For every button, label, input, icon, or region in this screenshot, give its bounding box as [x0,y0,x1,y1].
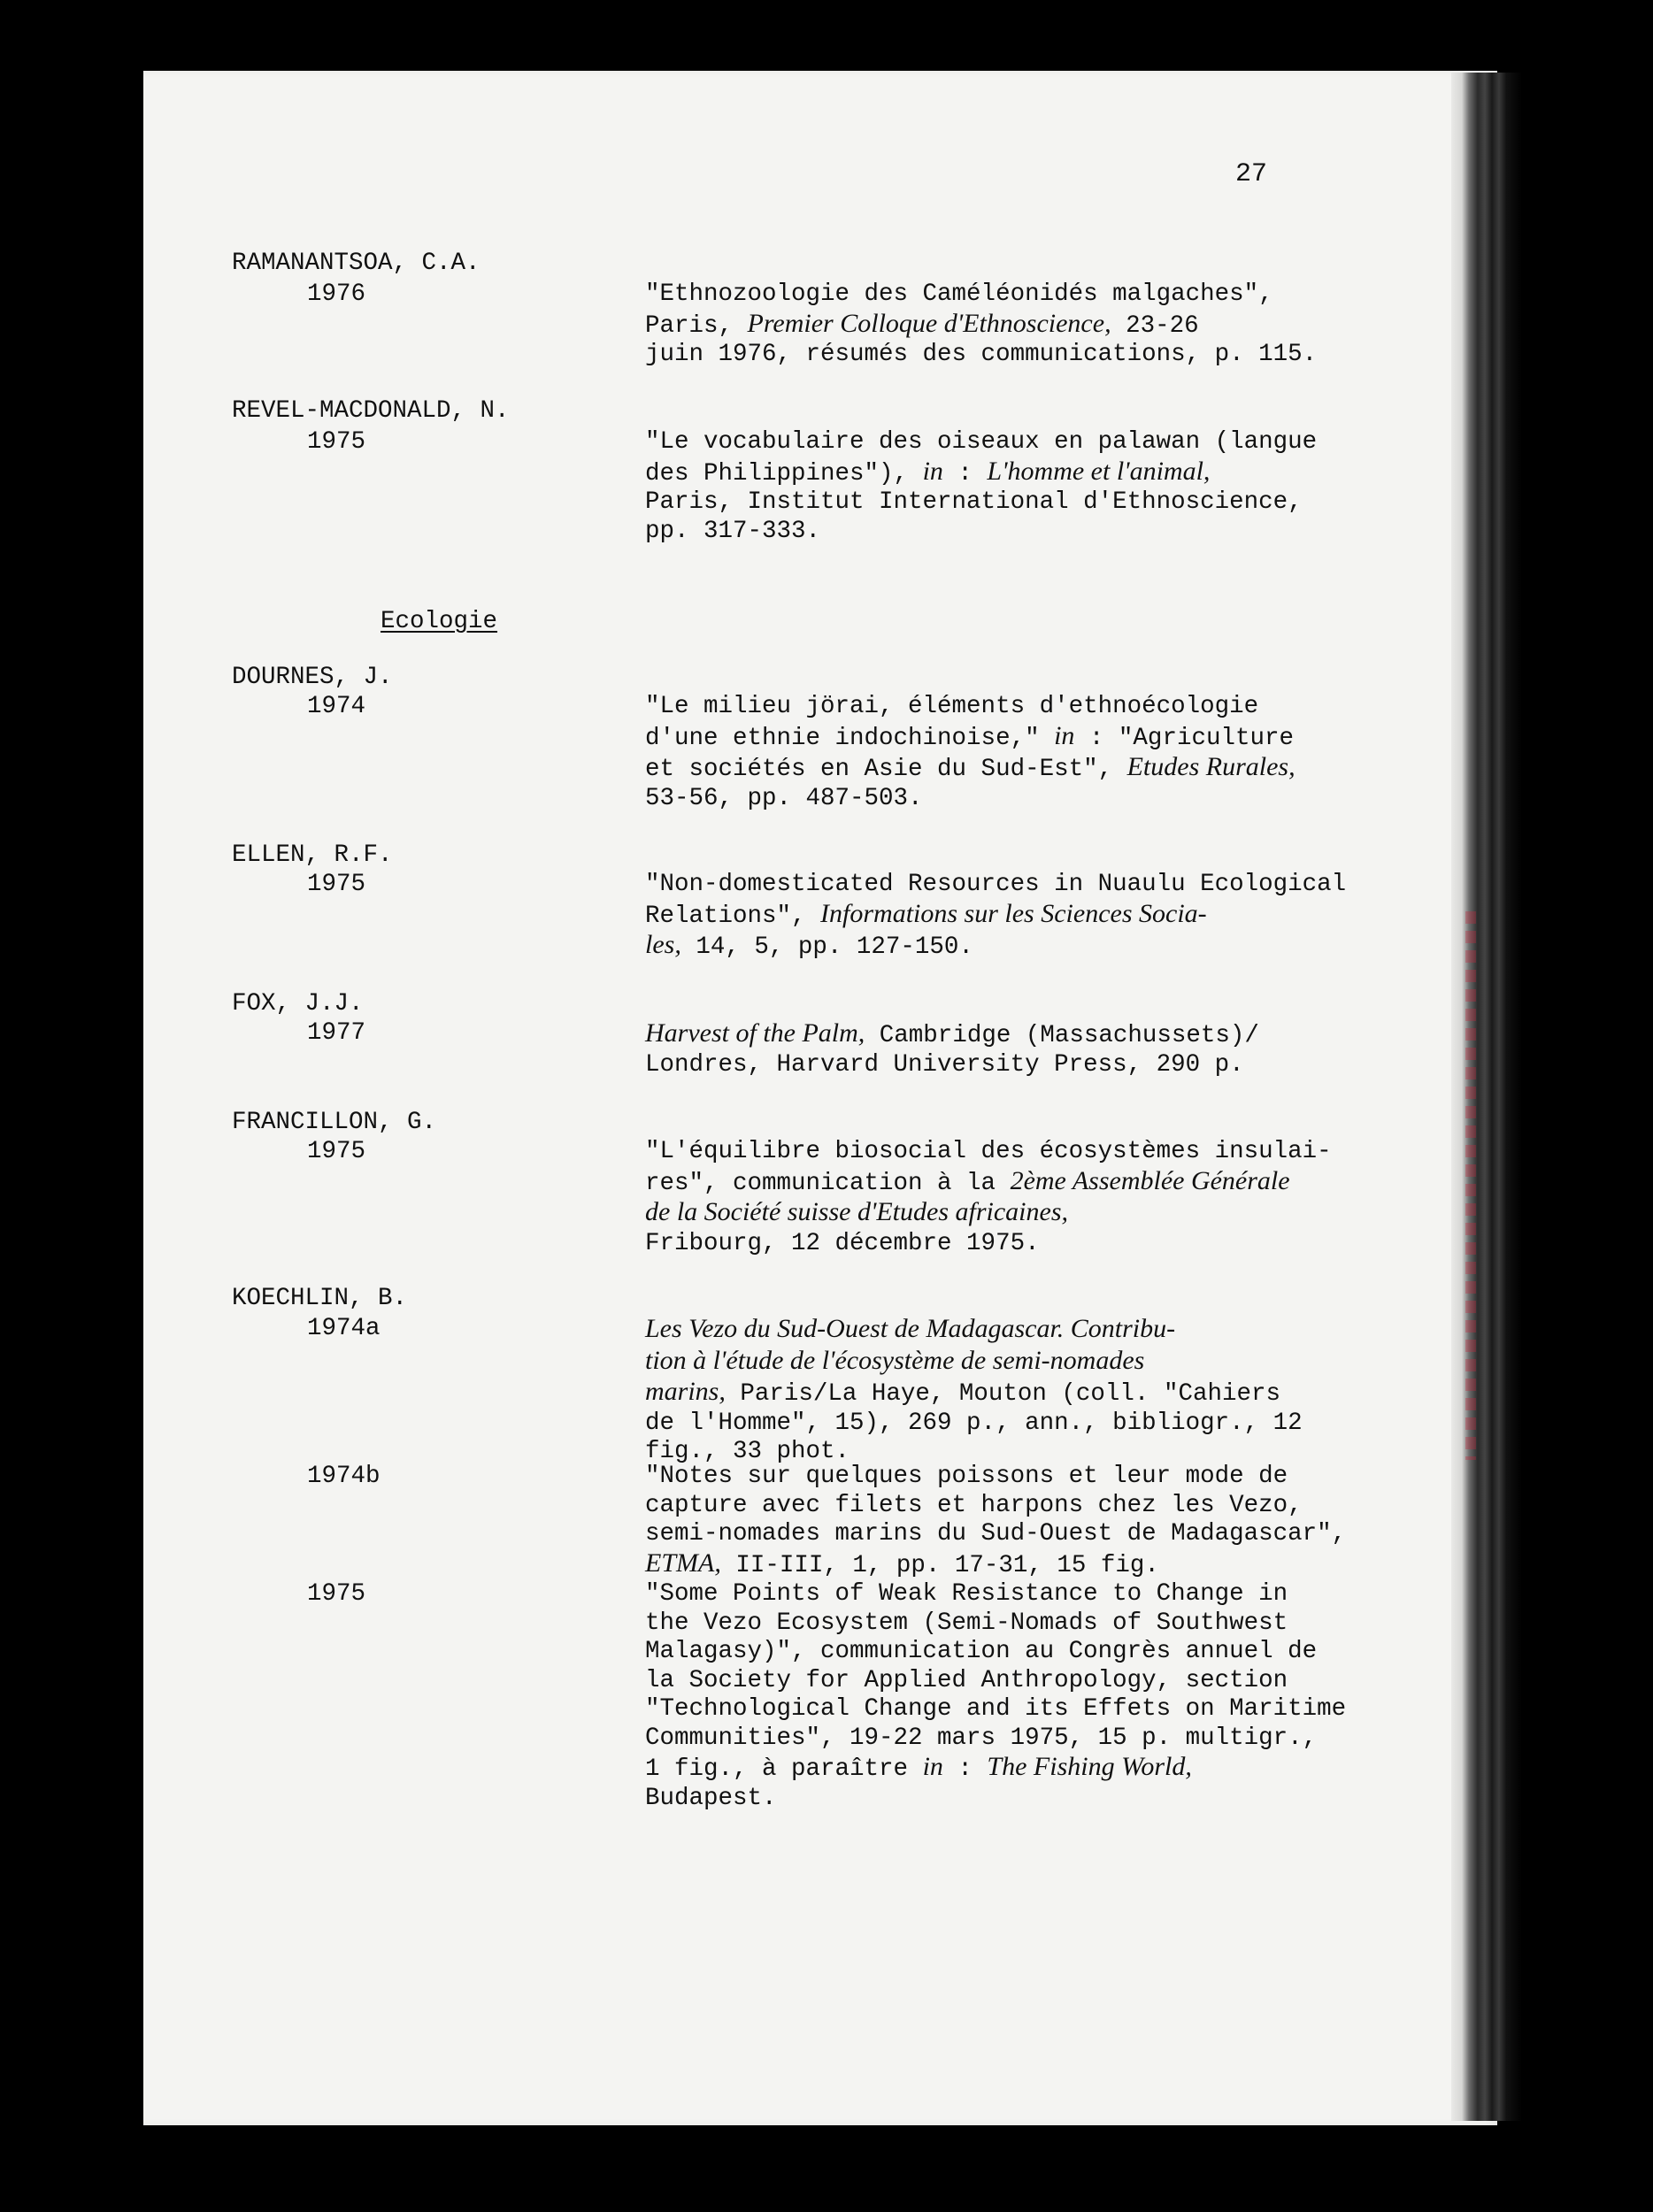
entry-citation [645,871,1346,963]
citation-line: 1 fig., à paraître in : The Fishing World, [645,1752,1192,1783]
citation-line: Harvest of the Palm, Cambridge (Massachussets)/ [645,1018,1259,1049]
citation-line: "Notes sur quelques poissons et leur mode de [645,1463,1288,1490]
page-number: 27 [1235,159,1268,189]
citation-line: Fribourg, 12 décembre 1975. [645,1229,1040,1257]
citation-line: "Le milieu jörai, éléments d'ethnoécologie [645,693,1259,720]
citation-line: tion à l'étude de l'écosystème de semi-nomades [645,1345,1145,1375]
citation-line: des Philippines"), in : L'homme et l'animal, [645,456,1211,488]
entry-citation [645,693,1295,813]
citation-line: capture avec filets et harpons chez les Vezo, [645,1491,1303,1519]
entry-author: RAMANANTSOA, C.A. [232,250,481,277]
entry-citation [645,280,1317,370]
entry-author: ELLEN, R.F. [232,841,393,869]
citation-line: Communities", 19-22 mars 1975, 15 p. multigr., [645,1724,1318,1752]
entry-citation [645,1138,1332,1258]
citation-line: semi-nomades marins du Sud-Ouest de Madagascar", [645,1520,1347,1548]
citation-line: Londres, Harvard University Press, 290 p. [645,1050,1244,1079]
citation-line: 53-56, pp. 487-503. [645,784,923,812]
entry-author: REVEL-MACDONALD, N. [232,397,510,425]
citation-line: ETMA, II-III, 1, pp. 17-31, 15 fig. [645,1548,1159,1579]
book-page [143,71,1497,2125]
entry-year: 1975 [307,428,366,456]
citation-line: de l'Homme", 15), 269 p., ann., bibliogr., 12 [645,1409,1303,1437]
citation-line: "Technological Change and its Effets on Maritime [645,1695,1347,1723]
citation-line: la Society for Applied Anthropology, section [645,1666,1288,1694]
citation-line: et sociétés en Asie du Sud-Est", Etudes Rurales, [645,752,1295,783]
citation-line: Malagasy)", communication au Congrès annuel de [645,1638,1318,1665]
citation-line: Les Vezo du Sud-Ouest de Madagascar. Contribu- [645,1314,1176,1343]
entry-year: 1974b [307,1463,381,1490]
entry-author: DOURNES, J. [232,664,393,691]
citation-line: "Some Points of Weak Resistance to Change in [645,1580,1288,1608]
entry-year: 1975 [307,1580,366,1608]
citation-line: Paris, Premier Colloque d'Ethnoscience, 23-26 [645,308,1199,340]
book-page-edges [1451,73,1522,2121]
entry-citation [645,428,1317,546]
citation-line: Budapest. [645,1784,777,1812]
citation-line: "Le vocabulaire des oiseaux en palawan (langue [645,428,1318,456]
citation-line: Relations", Informations sur les Sciences Socia- [645,898,1207,930]
citation-line: juin 1976, résumés des communications, p. 115. [645,341,1318,368]
citation-line: marins, Paris/La Haye, Mouton (coll. "Cahiers [645,1377,1280,1408]
entry-year: 1974 [307,693,366,720]
entry-author: KOECHLIN, B. [232,1285,408,1312]
citation-line: de la Société suisse d'Etudes africaines, [645,1197,1068,1226]
entry-citation [645,1315,1303,1467]
entry-citation [645,1463,1346,1580]
citation-line: les, 14, 5, pp. 127-150. [645,930,973,961]
entry-citation [645,1019,1259,1079]
entry-year: 1974a [307,1315,381,1342]
citation-line: the Vezo Ecosystem (Semi-Nomads of Southwest [645,1609,1288,1637]
citation-line: "L'équilibre biosocial des écosystèmes insulai- [645,1138,1332,1165]
citation-line: fig., 33 phot. [645,1438,850,1465]
entry-author: FRANCILLON, G. [232,1109,437,1136]
entry-citation [645,1580,1346,1813]
citation-line: d'une ethnie indochinoise," in : "Agriculture [645,720,1294,752]
section-heading: Ecologie [381,608,498,635]
entry-year: 1975 [307,871,366,898]
citation-line: res", communication à la 2ème Assemblée Générale [645,1165,1290,1197]
citation-line: pp. 317-333. [645,517,821,545]
entry-year: 1975 [307,1138,366,1165]
citation-line: "Ethnozoologie des Caméléonidés malgaches", [645,280,1273,308]
spine-show-through [1465,911,1476,1460]
entry-year: 1977 [307,1019,366,1047]
citation-line: "Non-domesticated Resources in Nuaulu Ecological [645,871,1347,898]
entry-author: FOX, J.J. [232,990,364,1018]
entry-year: 1976 [307,280,366,308]
citation-line: Paris, Institut International d'Ethnoscience, [645,488,1303,516]
